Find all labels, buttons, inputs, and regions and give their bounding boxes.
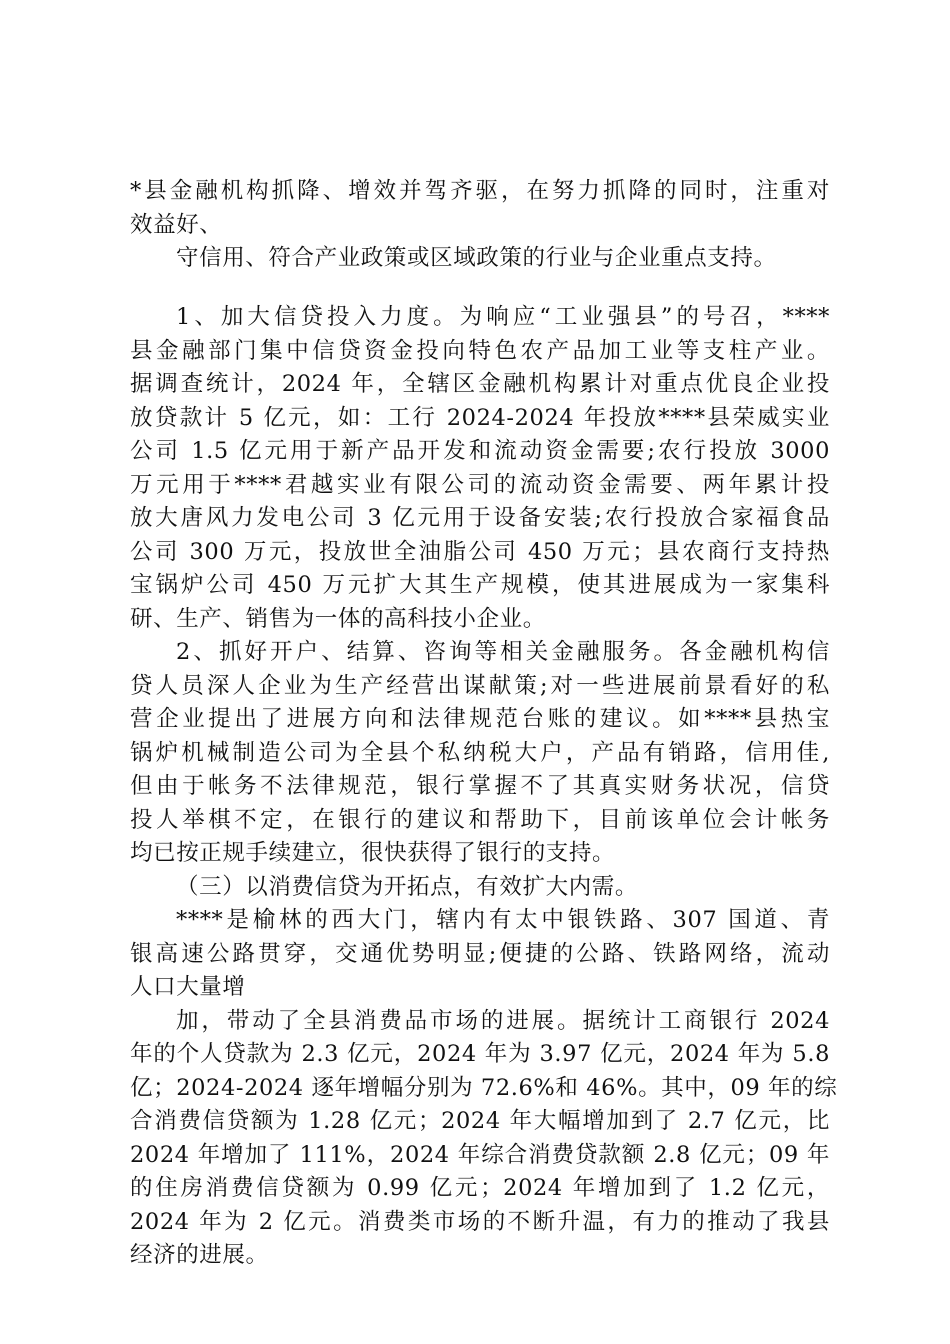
text-line: 营企业提出了进展方向和法律规范台账的建议。如****县热宝 (130, 706, 830, 732)
text-block-body (130, 301, 838, 1273)
text-line: 但由于帐务不法律规范，银行掌握不了其真实财务状况，信贷 (130, 773, 830, 799)
text-line: 贷人员深人企业为生产经营出谋献策;对一些进展前景看好的私 (130, 672, 830, 699)
text-line: 效益好、 (130, 211, 223, 238)
text-line: 公司 300 万元，投放世全油脂公司 450 万元；县农商行支持热 (130, 538, 830, 565)
text-line: 银高速公路贯穿，交通优势明显;便捷的公路、铁路网络，流动 (130, 940, 830, 967)
text-line: 均已按正规手续建立，很快获得了银行的支持。 (130, 840, 616, 866)
text-block-intro (130, 175, 830, 276)
text-line: 2、抓好开户、结算、咨询等相关金融服务。各金融机构信 (176, 639, 830, 665)
text-line: 公司 1.5 亿元用于新产品开发和流动资金需要;农行投放 3000 (130, 438, 830, 464)
text-line: 的住房消费信贷额为 0.99 亿元；2024 年增加到了 1.2 亿元， (130, 1175, 830, 1201)
text-line: 1、加大信贷投入力度。为响应“工业强县”的号召，**** (176, 304, 830, 330)
text-line: 锅炉机械制造公司为全县个私纳税大户，产品有销路，信用佳, (130, 739, 830, 766)
text-line: 放贷款计 5 亿元，如：工行 2024-2024 年投放****县荣威实业 (130, 404, 830, 431)
text-line: 投人举棋不定，在银行的建议和帮助下，目前该单位会计帐务 (130, 806, 830, 833)
text-line: 据调查统计，2024 年，全辖区金融机构累计对重点优良企业投 (130, 371, 830, 397)
text-line: 合消费信贷额为 1.28 亿元；2024 年大幅增加到了 2.7 亿元，比 (130, 1108, 830, 1134)
text-line: 2024 年增加了 111%，2024 年综合消费贷款额 2.8 亿元；09 年 (130, 1141, 830, 1168)
text-line: 万元用于****君越实业有限公司的流动资金需要、两年累计投 (130, 471, 830, 498)
text-line: 经济的进展。 (130, 1242, 269, 1268)
text-line: 加，带动了全县消费品市场的进展。据统计工商银行 2024 (176, 1007, 830, 1034)
text-line: 2024 年为 2 亿元。消费类市场的不断升温，有力的推动了我县 (130, 1208, 830, 1235)
text-line: （三）以消费信贷为开拓点，有效扩大内需。 (176, 873, 639, 900)
text-line: 人口大量增 (130, 974, 246, 1000)
text-line: 放大唐风力发电公司 3 亿元用于设备安装;农行投放合家福食品 (130, 505, 830, 531)
text-line: 县金融部门集中信贷资金投向特色农产品加工业等支柱产业。 (130, 337, 830, 364)
text-line: *县金融机构抓降、增效并驾齐驱，在努力抓降的同时，注重对 (130, 178, 830, 204)
text-line: 研、生产、销售为一体的高科技小企业。 (130, 605, 546, 632)
text-line: 年的个人贷款为 2.3 亿元，2024 年为 3.97 亿元，2024 年为 5.8 (130, 1041, 830, 1067)
text-line: 宝锅炉公司 450 万元扩大其生产规模，使其进展成为一家集科 (130, 572, 830, 598)
text-line: 守信用、符合产业政策或区域政策的行业与企业重点支持。 (176, 245, 777, 271)
text-line: 亿；2024-2024 逐年增幅分别为 72.6%和 46%。其中，09 年的综 (130, 1074, 838, 1101)
text-line: ****是榆林的西大门，辖内有太中银铁路、307 国道、青 (176, 907, 830, 933)
